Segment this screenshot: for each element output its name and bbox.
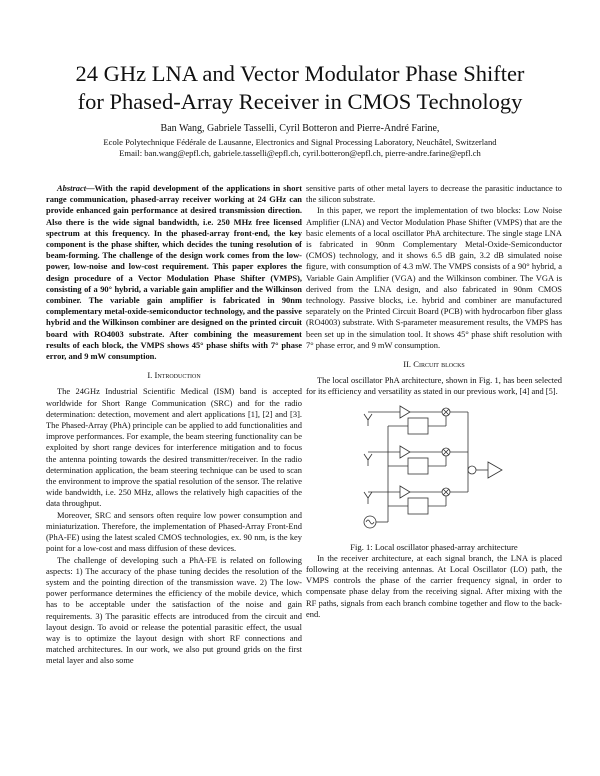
section-heading-circuit-blocks: II. Circuit blocks [403,359,465,370]
body-paragraph: In the receiver architecture, at each signal branch, the LNA is placed following at the receiving antennas. At Local Oscillator (LO) path, the VMPS controls the phase of the carrier frequency signal, in order to compensate phase delay from the receiving signal. After mixing with the RF paths, signals from each branch combine together and flow to the back-end. [306,552,562,619]
figure-caption: Fig. 1: Local oscillator phased-array architecture [350,541,518,552]
intro-paragraph: The challenge of developing such a PhA-FE is related on following aspects: 1) The accuracy of the phase tuning decides the resolution of the system and the pointing direction of the transmission wave. 2) The low-power performance determines the efficiency of the mobile device, which has to be acceptable under the satisfaction of the noise and gain requirements. 3) The parasitic effects are introduced from the circuit and layout design. To avoid or release the potential parasitic effect, the usual way is to optimize the layout design with short RF connections and matched architectures. In our work, we also put ground grids on the first metal layer and also some [46,554,302,666]
lna-icon [400,406,410,418]
lna-icon [400,486,410,498]
vmps-block [408,498,428,514]
vmps-block [408,458,428,474]
abstract-text: —With the rapid development of the applications in short range communication, phased-array receiver working at 24 GHz can provide enhanced gain performance at desired transmission direction. Also there is the wide signal bandwidth, i.e. 250 MHz free licensed spectrum at this frequency. In the phased-array front-end, the key component is the phase shifter, which decides the tuning resolution of beam-forming. The challenge of the design work comes from the low-power, low-noise and low-cost requirement. This paper explores the design procedure of a Vector Modulation Phase Shifter (VMPS), consisting of a 90° hybrid, a variable gain amplifier and the Wilkinson combiner. The variable gain amplifier is fabricated in 90nm complementary metal-oxide-semiconductor technology, and the passive hybrid and the Wilkinson combiner are designed on the printed circuit board with RO4003 substrate. After combining the measurement results of each block, the VMPS shows 45° phase shifts with 7° phase error, and 9 mW consumption. [46,183,302,362]
section-heading-introduction: I. Introduction [147,370,201,381]
email-list: Email: ban.wang@epfl.ch, gabriele.tasselli@epfl.ch, cyril.botteron@epfl.ch, pierre-andre.farine@epfl.ch [119,148,481,158]
author-list: Ban Wang, Gabriele Tasselli, Cyril Botteron and Pierre-André Farine, [160,123,440,134]
abstract [46,183,302,362]
antenna-icon [364,492,372,504]
intro-paragraph: The 24GHz Industrial Scientific Medical (ISM) band is accepted worldwide for Short Range Communication (SRC) and for the radio determination: detection, movement and alert applications [1], [2] and [3]. The Phased-Array (PhA) principle can be applied to add functionalities and improve performances. For example, the beam steering functionality can be exploited by short range devices for interference mitigation and to focus the antenna pointing towards the desired transmitter/receiver. In the radio determination application, the beam steering technique can be used to scan the environment to improve the spatial resolution of the sensor. The relative wide bandwidth, i.e. 250 MHz, allows the relatively high capacities of the data throughput. [46,386,302,509]
output-amplifier-icon [488,462,502,478]
lna-icon [400,446,410,458]
lo-wave-icon [366,520,374,524]
title-line-2: for Phased-Array Receiver in CMOS Technology [77,89,523,114]
continued-paragraph: sensitive parts of other metal layers to decrease the parasitic inductance to the silicon substrate. [306,183,562,205]
body-paragraph: The local oscillator PhA architecture, shown in Fig. 1, has been selected for its efficiency and versatility as stated in our previous work, [4] and [5]. [306,375,562,397]
affiliation: Ecole Polytechnique Fédérale de Lausanne, Electronics and Signal Processing Laboratory, Neuchâtel, Switzerland [103,137,497,147]
paper-title [0,60,600,116]
vmps-block [408,418,428,434]
body-paragraph: In this paper, we report the implementation of two blocks: Low Noise Amplifier (LNA) and Vector Modulation Phase Shifter (VMPS) that are the basic elements of a local oscillator PhA architecture. The single stage LNA is fabricated in 90nm Complementary Metal-Oxide-Semiconductor (CMOS) technology, and it shows 6.5 dB gain, 3.2 dB simulated noise figure, with consumption of 4.3 mW. The VMPS consists of a 90° hybrid, a Variable Gain Amplifier (VGA) and the Wilkinson combiner. The VGA is derived from the LNA design, and also fabricated in 90nm CMOS technology. Passive blocks, i.e. hybrid and combiner are manufactured separately on the Printed Circuit Board (PCB) with hydrocarbon fiber glass (RO4003) substrate. With S-parameter measurement results, the VMPS has been set up in the simulation tool. It shows 45° phase shift resolution with 7° phase error, and 9 mW consumption. [306,205,562,350]
title-line-1: 24 GHz LNA and Vector Modulator Phase Shifter [75,61,525,86]
abstract-label: Abstract [57,183,87,193]
combiner-icon [468,466,476,474]
affiliation-block [0,137,600,159]
antenna-icon [364,454,372,466]
intro-paragraph: Moreover, SRC and sensors often require low power consumption and miniaturization. Therefore, the implementation of Phased-Array Front-End (PhA-FE) using the latest scaled CMOS technologies, ex. 90 nm, is the key point for a low-cost and mass diffusion of these devices. [46,509,302,554]
phased-array-architecture-diagram [360,404,510,542]
antenna-icon [364,414,372,426]
right-column [306,183,562,620]
left-column [46,183,302,667]
figure-1 [306,404,562,542]
